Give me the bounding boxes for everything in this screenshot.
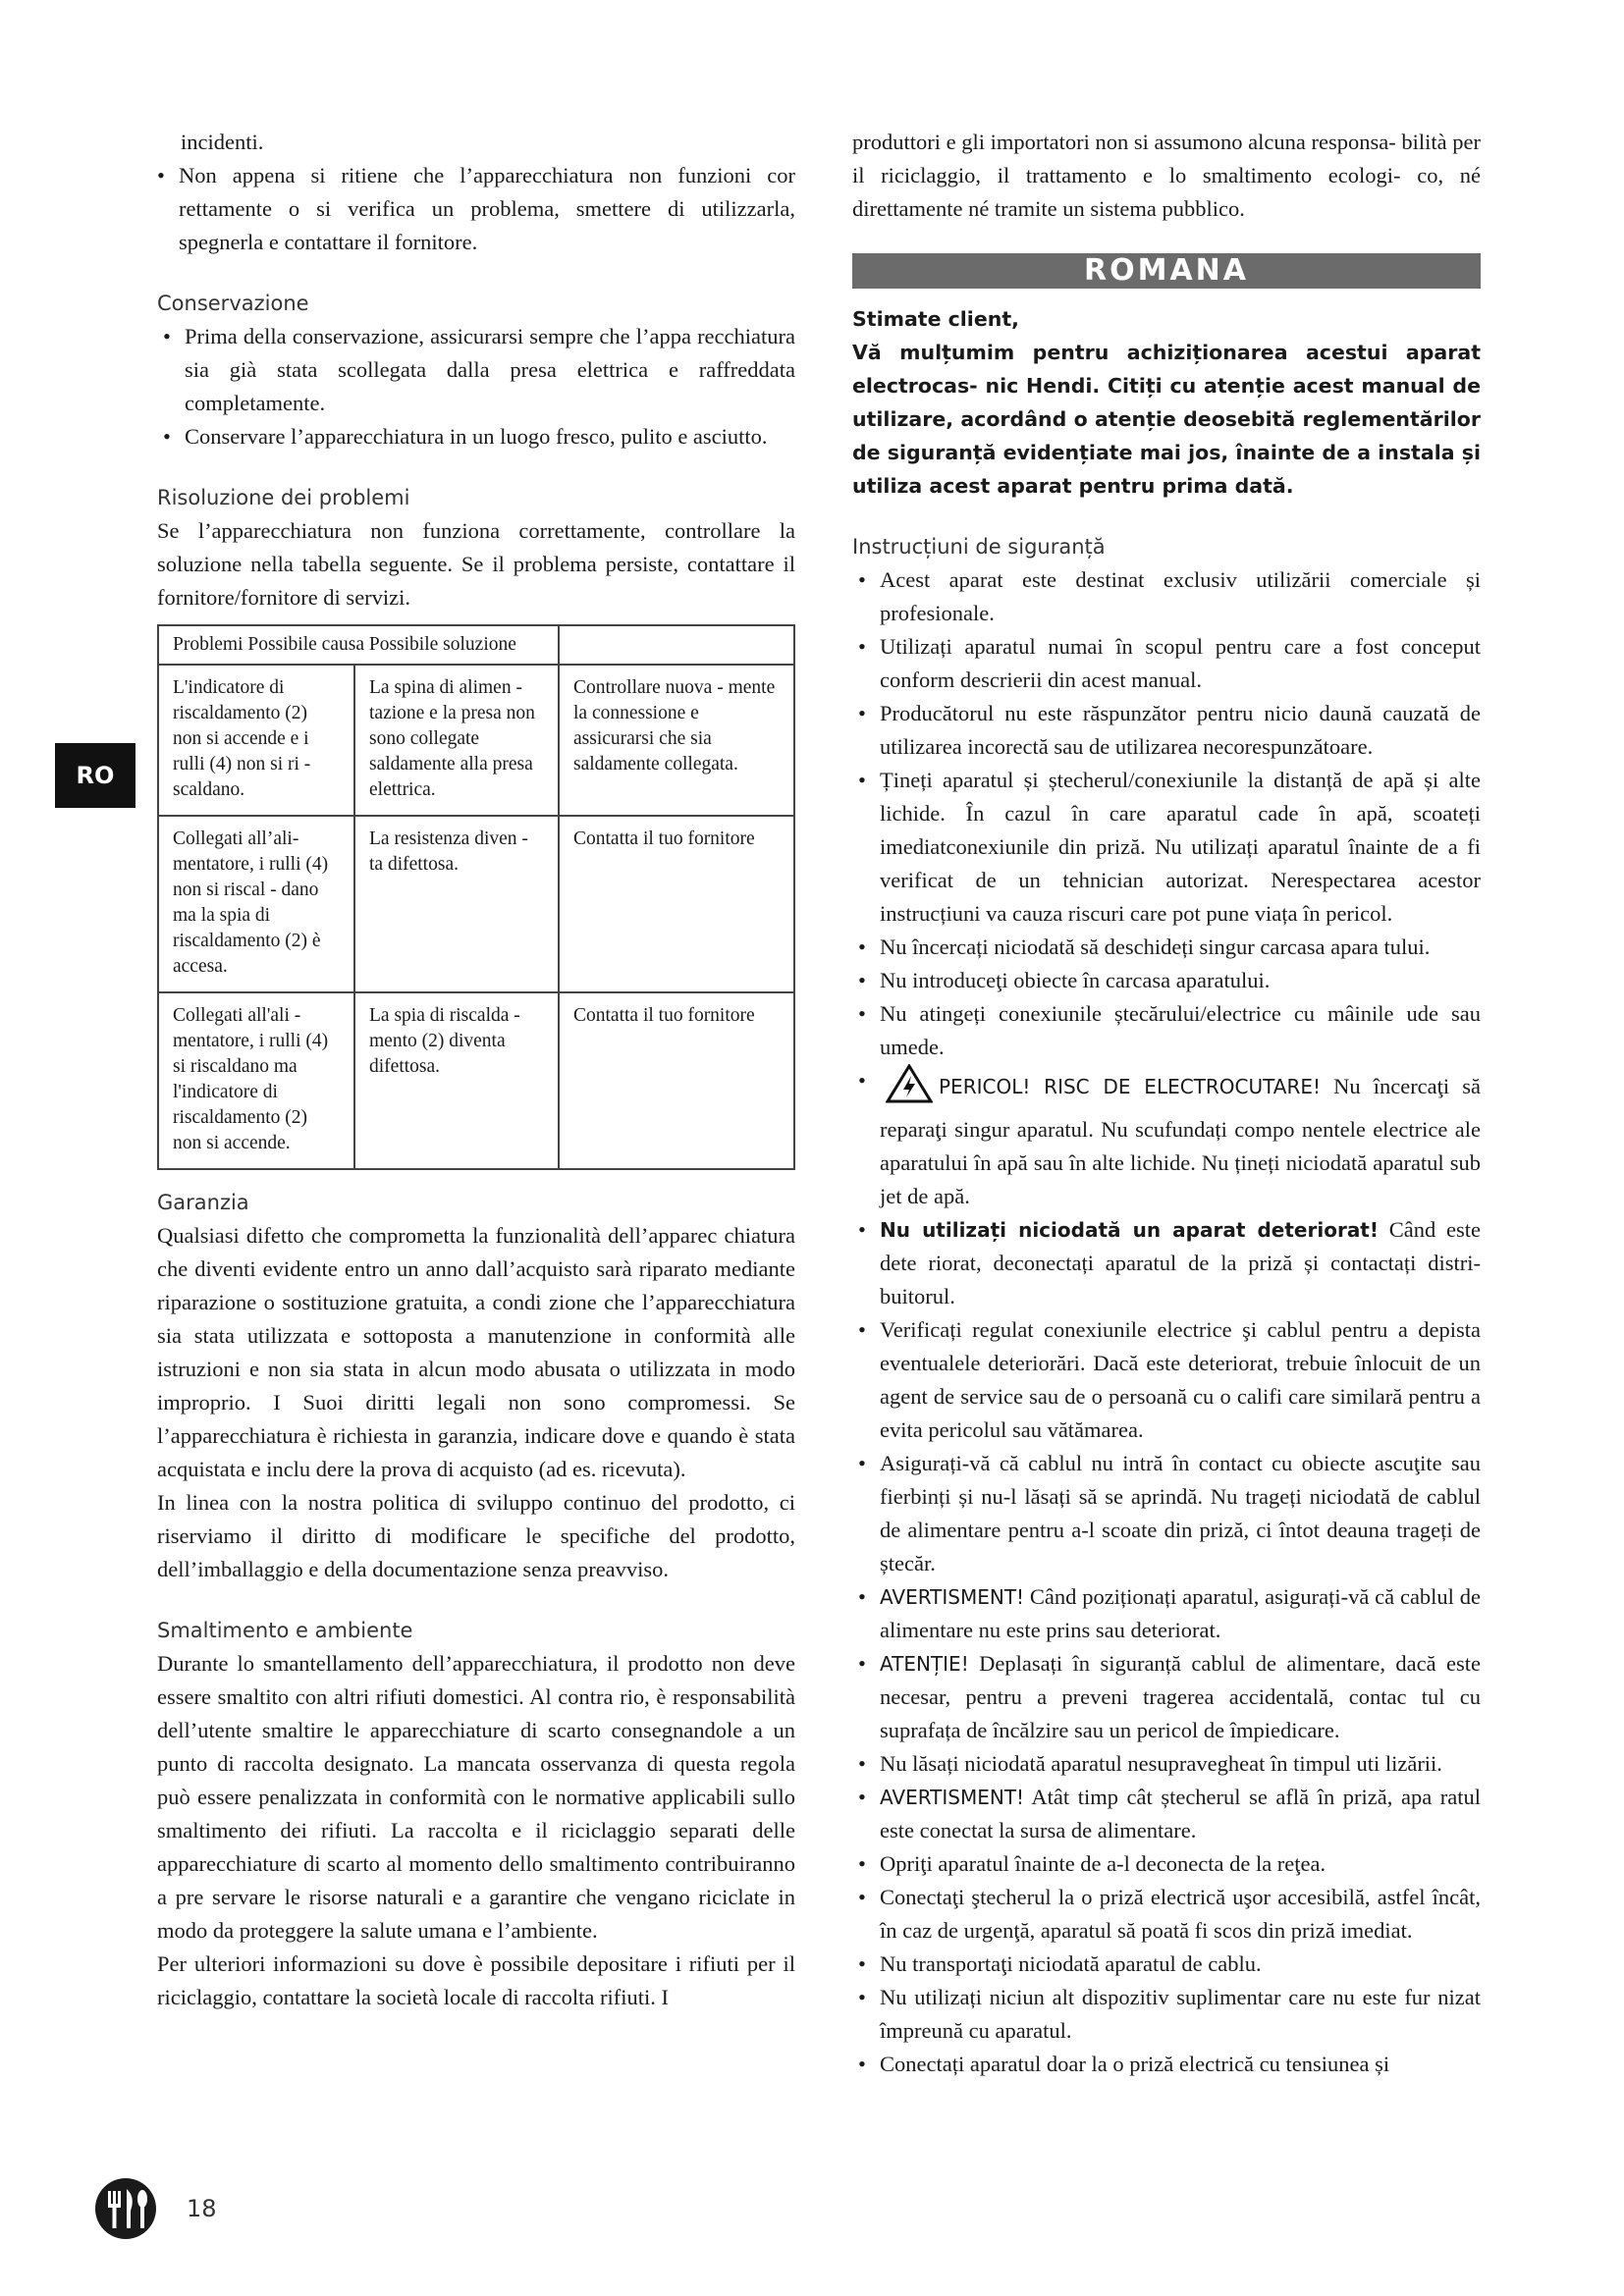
list-item: • Opriţi aparatul înainte de a-l deconecta de la reţea.: [852, 1847, 1481, 1881]
danger-text: Nu încercaţi să reparaţi singur aparatul. Nu scufundați compo nentele electrice ale aparatului în apă sau în alte lichide. Nu țineți niciodată aparatul sub jet de apă.: [880, 1074, 1481, 1208]
greeting: Stimate client,: [852, 307, 1019, 331]
list-item: • Conectați aparatul doar la o priză electrică cu tensiunea și: [852, 2048, 1481, 2081]
list-item: • Nu introduceţi obiecte în carcasa aparatului.: [852, 964, 1481, 997]
warning-text: Când este dete riorat, deconectați aparatul de la priză și contactați distri- buitorul.: [880, 1217, 1481, 1308]
risoluzione-text: Se l’apparecchiatura non funziona correttamente, controllare la soluzione nella tabella seguente. Se il problema persiste, contattare il fornitore/fornitore di servizi.: [157, 518, 795, 610]
list-item: • Prima della conservazione, assicurarsi sempre che l’appa recchiatura sia già stata scollegata dalla presa elettrica e raffreddata completamente.: [157, 320, 795, 420]
table-cell-cause: La spia di riscalda - mento (2) diventa difettosa.: [354, 992, 559, 1169]
electric-hazard-icon: [886, 1064, 933, 1113]
list-item: • Non appena si ritiene che l’apparecchiatura non funzioni cor rettamente o si verifica un problema, smettere di utilizzarla, spegnerla e contattare il fornitore.: [151, 159, 795, 259]
section-title-risoluzione: Risoluzione dei problemi: [157, 486, 410, 509]
list-item: • Acest aparat este destinat exclusiv utilizării comerciale și profesionale.: [852, 563, 1481, 630]
warning-text: Atât timp cât ștecherul se află în priză, apa ratul este conectat la sursa de alimentare.: [880, 1785, 1481, 1842]
troubleshooting-table: [157, 624, 795, 1170]
cutlery-logo-icon: [94, 2177, 157, 2240]
list-item-warning: [852, 1781, 1481, 1847]
continued-text: incidenti.: [181, 130, 264, 154]
left-column: [157, 126, 795, 2014]
table-row: [158, 992, 794, 1169]
table-cell-cause: La resistenza diven - ta difettosa.: [354, 816, 559, 992]
conservazione-list: [157, 320, 795, 454]
list-item: • Nu lăsați niciodată aparatul nesupravegheat în timpul uti lizării.: [852, 1747, 1481, 1781]
warning-text: Deplasați în siguranță cablul de alimentare, dacă este necesar, pentru a preveni tragerea accidentală, contac tul cu suprafața de încălzire sau un pericol de împiedicare.: [880, 1651, 1481, 1742]
section-title-safety: Instrucțiuni de siguranță: [852, 535, 1106, 559]
warning-lead: Nu utilizați niciodată un aparat deteriorat!: [880, 1218, 1379, 1242]
table-header: Problemi Possibile causa Possibile soluzione: [158, 625, 559, 665]
language-tab: RO: [55, 743, 135, 808]
list-item: • Țineți aparatul și ștecherul/conexiunile la distanță de apă și alte lichide. În cazul în care aparatul cade în apă, scoateți imediatconexiunile din priză. Nu utilizați aparatul înainte de a fi verificat de un tehnician autorizat. Nerespectarea acestor instrucțiuni va cauza riscuri care pot pune viața în pericol.: [852, 764, 1481, 931]
table-cell-problem: Collegati all'ali - mentatore, i rulli (4) si riscaldano ma l'indicatore di riscaldamento (2) non si accende.: [158, 992, 354, 1169]
danger-lead: PERICOL! RISC DE ELECTROCUTARE!: [939, 1075, 1322, 1099]
right-column: [852, 126, 1481, 2081]
warning-text: Când poziționați aparatul, asigurați-vă că cablul de alimentare nu este prins sau deteriorat.: [880, 1584, 1481, 1642]
list-item: • Producătorul nu este răspunzător pentru nicio daună cauzată de utilizarea incorectă sau de utilizarea necorespunzătoare.: [852, 697, 1481, 764]
section-title-garanzia: Garanzia: [157, 1191, 249, 1214]
warning-lead: AVERTISMENT!: [880, 1786, 1025, 1809]
table-row: [158, 816, 794, 992]
safety-list: [852, 563, 1481, 2081]
list-item: • Utilizați aparatul numai în scopul pentru care a fost conceput conform descrierii din acest manual.: [852, 630, 1481, 697]
table-cell-solution: Controllare nuova - mente la connessione e assicurarsi che sia saldamente collegata.: [559, 665, 794, 816]
table-row: [158, 665, 794, 816]
intro-text: Vă mulțumim pentru achiziționarea acestui aparat electrocas- nic Hendi. Citiți cu atenție acest manual de utilizare, acordând o atenție deosebită reglementărilor de siguranță evidențiate mai jos, înainte de a instala și utiliza acest aparat pentru prima dată.: [852, 341, 1481, 498]
table-cell-problem: Collegati all’ali- mentatore, i rulli (4) non si riscal - dano ma la spia di riscaldamento (2) è accesa.: [158, 816, 354, 992]
section-title-smaltimento: Smaltimento e ambiente: [157, 1619, 413, 1642]
list-item: • Verificați regulat conexiunile electrice şi cablul pentru a depista eventualele deteriorări. Dacă este deteriorat, trebuie înlocuit de un agent de service sau de o persoană cu o califi care similară pentru a evita pericolul sau vătămarea.: [852, 1313, 1481, 1447]
table-cell-problem: L'indicatore di riscaldamento (2) non si accende e i rulli (4) non si ri - scaldano.: [158, 665, 354, 816]
list-item: • Conectaţi ştecherul la o priză electrică uşor accesibilă, astfel încât, în caz de urgenţă, aparatul să poată fi scos din priză imediat.: [852, 1881, 1481, 1948]
list-item: • Asigurați-vă că cablul nu intră în contact cu obiecte ascuţite sau fierbinți și nu-l lăsați să se aprindă. Nu trageți niciodată de cablul de alimentare pentru a-l scoate din priză, ci întot deauna trageți de ștecăr.: [852, 1447, 1481, 1580]
continued-paragraph: produttori e gli importatori non si assumono alcuna responsa- bilità per il riciclaggio, il trattamento e lo smaltimento ecologi- co, né direttamente né tramite un sistema pubblico.: [852, 130, 1481, 221]
table-cell-solution: Contatta il tuo fornitore: [559, 816, 794, 992]
table-header-row: [158, 625, 794, 665]
list-item: • Nu transportaţi niciodată aparatul de cablu.: [852, 1948, 1481, 1981]
list-item-warning: [852, 1580, 1481, 1647]
smaltimento-text: Durante lo smantellamento dell’apparecchiatura, il prodotto non deve essere smaltito con altri rifiuti domestici. Al contra rio, è responsabilità dell’utente smaltire le apparecchiature di scarto consegnandole a un punto di raccolta designato. La mancata osservanza di questa regola può essere penalizzata in conformità con le normative applicabili sullo smaltimento dei rifiuti. La raccolta e il riciclaggio separati delle apparecchiature di scarto al momento dello smaltimento contribuiranno a pre servare le risorse naturali e a garantire che vengano riciclate in modo da proteggere la salute umana e l’ambiente.: [157, 1651, 795, 1943]
smaltimento-text-2: Per ulteriori informazioni su dove è possibile depositare i rifiuti per il riciclaggio, contattare la società locale di raccolta rifiuti. I: [157, 1951, 795, 2009]
section-title-conservazione: Conservazione: [157, 292, 309, 315]
garanzia-text-2: In linea con la nostra politica di sviluppo continuo del prodotto, ci riserviamo il diritto di modificare le specifiche del prodotto, dell’imballaggio e della documentazione senza preavviso.: [157, 1490, 795, 1581]
garanzia-text: Qualsiasi difetto che comprometta la funzionalità dell’apparec chiatura che diventi evidente entro un anno dall’acquisto sarà riparato mediante riparazione o sostituzione gratuita, a condi zione che l’apparecchiatura sia stata utilizzata e sottoposta a manutenzione in conformità alle istruzioni e non sia stata in alcun modo abusata o utilizzata in modo improprio. I Suoi diritti legali non sono compromessi. Se l’apparecchiatura è richiesta in garanzia, indicare dove e quando è stata acquistata e inclu dere la prova di acquisto (ad es. ricevuta).: [157, 1223, 795, 1481]
list-item: • Nu utilizați niciun alt dispozitiv suplimentar care nu este fur nizat împreună cu aparatul.: [852, 1981, 1481, 2048]
table-cell-solution: Contatta il tuo fornitore: [559, 992, 794, 1169]
list-item-danger: [852, 1064, 1481, 1213]
list-item: • Nu atingeți conexiunile ștecărului/electrice cu mâinile ude sau umede.: [852, 997, 1481, 1064]
list-item-warning: [852, 1213, 1481, 1313]
table-cell-cause: La spina di alimen - tazione e la presa non sono collegate saldamente alla presa elettrica.: [354, 665, 559, 816]
list-item: • Conservare l’apparecchiatura in un luogo fresco, pulito e asciutto.: [157, 420, 795, 454]
intro-bullets: [151, 159, 795, 259]
warning-lead: AVERTISMENT!: [880, 1585, 1025, 1609]
table-header-empty: [559, 625, 794, 665]
list-item-warning: [852, 1647, 1481, 1747]
page-number: 18: [187, 2195, 217, 2222]
warning-lead: ATENȚIE!: [880, 1652, 969, 1676]
list-item: • Nu încercați niciodată să deschideți singur carcasa apara tului.: [852, 931, 1481, 964]
section-bar-romana: ROMANA: [852, 253, 1481, 289]
